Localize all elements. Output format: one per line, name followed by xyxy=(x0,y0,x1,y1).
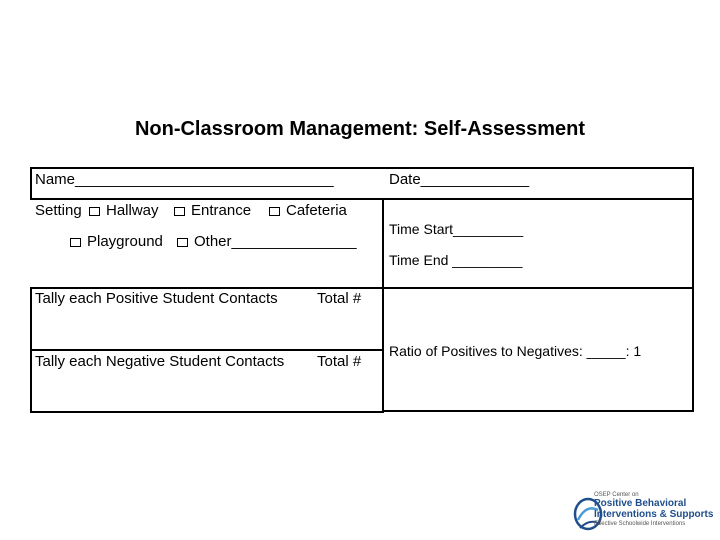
logo-line-4: Effective Schoolwide Interventions xyxy=(594,521,686,527)
time-end-field[interactable]: Time End _________ xyxy=(389,252,523,268)
checkbox-icon[interactable] xyxy=(70,238,81,247)
setting-option-cafeteria[interactable] xyxy=(269,202,347,219)
setting-option-hallway[interactable] xyxy=(89,202,159,219)
positive-total-label: Total # xyxy=(317,290,362,307)
setting-option-other[interactable] xyxy=(177,233,357,250)
setting-option-label: Cafeteria xyxy=(286,202,347,219)
setting-option-entrance[interactable] xyxy=(174,202,251,219)
checkbox-icon[interactable] xyxy=(269,207,280,216)
right-divider xyxy=(382,287,694,289)
time-start-field[interactable]: Time Start_________ xyxy=(389,221,524,237)
date-field[interactable]: Date_____________ xyxy=(389,171,530,188)
logo-line-3: Interventions & Supports xyxy=(594,509,714,520)
logo-line-2: Positive Behavioral xyxy=(594,498,687,509)
positive-tally-label: Tally each Positive Student Contacts xyxy=(35,290,278,307)
ratio-field[interactable]: Ratio of Positives to Negatives: _____: 1 xyxy=(389,343,642,359)
negative-tally-label: Tally each Negative Student Contacts xyxy=(35,353,285,370)
negative-total-label: Total # xyxy=(317,353,362,370)
page-title: Non-Classroom Management: Self-Assessment xyxy=(134,118,586,140)
setting-option-playground[interactable] xyxy=(70,233,163,250)
checkbox-icon[interactable] xyxy=(89,207,100,216)
pbis-logo xyxy=(572,490,716,534)
setting-option-label: Hallway xyxy=(106,202,159,219)
setting-option-label: Other_______________ xyxy=(194,233,357,250)
checkbox-icon[interactable] xyxy=(177,238,188,247)
setting-option-label: Playground xyxy=(87,233,163,250)
setting-label: Setting xyxy=(35,202,82,219)
setting-option-label: Entrance xyxy=(191,202,252,219)
name-field[interactable]: Name_______________________________ xyxy=(35,171,334,188)
checkbox-icon[interactable] xyxy=(174,207,185,216)
logo-line-1: OSEP Center on xyxy=(594,492,639,498)
